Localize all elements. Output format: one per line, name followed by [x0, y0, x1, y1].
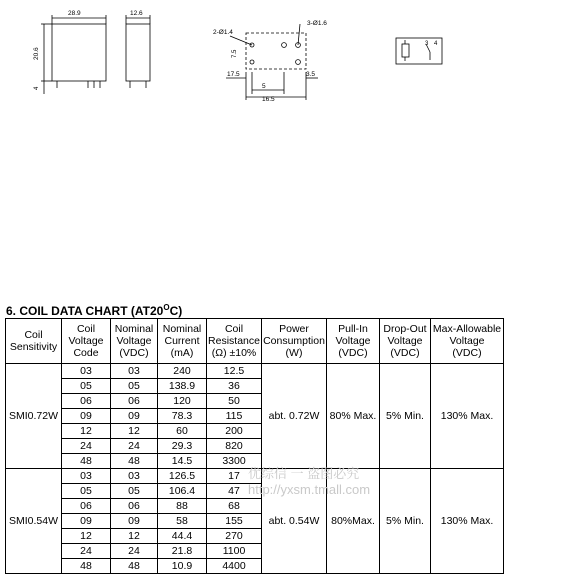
nominal-voltage-cell: 03 — [111, 469, 158, 484]
nominal-current-cell: 106.4 — [158, 484, 207, 499]
nominal-current-cell: 21.8 — [158, 544, 207, 559]
power-consumption-cell: abt. 0.54W — [262, 469, 327, 574]
column-header: Pull-In Voltage (VDC) — [327, 319, 380, 364]
pull-in-voltage-cell: 80% Max. — [327, 364, 380, 469]
coil-voltage-code-cell: 06 — [62, 499, 111, 514]
power-consumption-cell: abt. 0.72W — [262, 364, 327, 469]
nominal-current-cell: 44.4 — [158, 529, 207, 544]
column-header: Power Consumption (W) — [262, 319, 327, 364]
nominal-current-cell: 240 — [158, 364, 207, 379]
nominal-voltage-cell: 24 — [111, 439, 158, 454]
width-label: 28.9 — [68, 10, 81, 17]
dim-16-5-label: 16.5 — [262, 96, 275, 103]
coil-resistance-cell: 200 — [207, 424, 262, 439]
nominal-current-cell: 138.9 — [158, 379, 207, 394]
pin-4-label: 4 — [434, 41, 438, 47]
coil-voltage-code-cell: 05 — [62, 379, 111, 394]
pcb-layout — [226, 24, 318, 100]
front-view — [41, 15, 106, 94]
nominal-voltage-cell: 48 — [111, 559, 158, 574]
coil-voltage-code-cell: 24 — [62, 439, 111, 454]
nominal-current-cell: 58 — [158, 514, 207, 529]
coil-resistance-cell: 36 — [207, 379, 262, 394]
coil-sensitivity-cell: SMI0.54W — [6, 469, 62, 574]
column-header: Drop-Out Voltage (VDC) — [380, 319, 431, 364]
coil-resistance-cell: 68 — [207, 499, 262, 514]
nominal-voltage-cell: 24 — [111, 544, 158, 559]
coil-resistance-cell: 4400 — [207, 559, 262, 574]
column-header: Coil Sensitivity — [6, 319, 62, 364]
coil-voltage-code-cell: 03 — [62, 364, 111, 379]
watermark — [248, 466, 370, 498]
dim-5-label: 5 — [262, 83, 266, 90]
coil-voltage-code-cell: 12 — [62, 529, 111, 544]
coil-sensitivity-cell: SMI0.72W — [6, 364, 62, 469]
coil-voltage-code-cell: 48 — [62, 559, 111, 574]
nominal-current-cell: 29.3 — [158, 439, 207, 454]
nominal-current-cell: 60 — [158, 424, 207, 439]
nominal-current-cell: 88 — [158, 499, 207, 514]
column-header: Max-Allowable Voltage (VDC) — [431, 319, 504, 364]
coil-resistance-cell: 50 — [207, 394, 262, 409]
coil-voltage-code-cell: 48 — [62, 454, 111, 469]
column-header: Nominal Current (mA) — [158, 319, 207, 364]
relay-dimension-drawings — [0, 0, 588, 110]
drop-out-voltage-cell: 5% Min. — [380, 469, 431, 574]
coil-resistance-cell: 270 — [207, 529, 262, 544]
dim-7-5-label: 7.5 — [232, 49, 238, 58]
coil-voltage-code-cell: 12 — [62, 424, 111, 439]
watermark-line-2: http://yxsm.tmall.com — [248, 482, 371, 497]
nominal-current-cell: 126.5 — [158, 469, 207, 484]
coil-data-chart-title: 6. COIL DATA CHART $(AT20^OC)$ — [6, 303, 183, 318]
hole-a-label: 2-Ø1.4 — [213, 29, 233, 36]
coil-resistance-cell: 3300 — [207, 454, 262, 469]
coil-resistance-cell: 47 — [207, 484, 262, 499]
nominal-current-cell: 120 — [158, 394, 207, 409]
pin-length-label: 4 — [34, 86, 40, 90]
coil-voltage-code-cell: 03 — [62, 469, 111, 484]
side-view — [126, 15, 150, 88]
drop-out-voltage-cell: 5% Min. — [380, 364, 431, 469]
coil-resistance-cell: 155 — [207, 514, 262, 529]
max-allowable-voltage-cell: 130% Max. — [431, 364, 504, 469]
hole-b-label: 3-Ø1.6 — [307, 20, 327, 27]
nominal-current-cell: 10.9 — [158, 559, 207, 574]
dim-3-5-label: 3.5 — [306, 71, 316, 78]
height-label: 20.6 — [33, 47, 40, 60]
coil-resistance-cell: 1100 — [207, 544, 262, 559]
nominal-voltage-cell: 06 — [111, 499, 158, 514]
coil-voltage-code-cell: 06 — [62, 394, 111, 409]
coil-voltage-code-cell: 05 — [62, 484, 111, 499]
coil-voltage-code-cell: 24 — [62, 544, 111, 559]
column-header: Coil Resistance (Ω) ±10% — [207, 319, 262, 364]
coil-resistance-cell: 17 — [207, 469, 262, 484]
nominal-voltage-cell: 06 — [111, 394, 158, 409]
nominal-voltage-cell: 12 — [111, 424, 158, 439]
depth-label: 12.6 — [130, 10, 143, 17]
pull-in-voltage-cell: 80%Max. — [327, 469, 380, 574]
nominal-voltage-cell: 03 — [111, 364, 158, 379]
nominal-voltage-cell: 05 — [111, 484, 158, 499]
column-header: Nominal Voltage (VDC) — [111, 319, 158, 364]
column-header: Coil Voltage Code — [62, 319, 111, 364]
coil-resistance-cell: 12.5 — [207, 364, 262, 379]
coil-resistance-cell: 115 — [207, 409, 262, 424]
coil-voltage-code-cell: 09 — [62, 409, 111, 424]
watermark-line-1: 优综信 一 盗图必究 — [248, 466, 360, 481]
header-row — [6, 319, 504, 364]
coil-voltage-code-cell: 09 — [62, 514, 111, 529]
coil-data-table — [5, 318, 504, 574]
max-allowable-voltage-cell: 130% Max. — [431, 469, 504, 574]
nominal-current-cell: 78.3 — [158, 409, 207, 424]
coil-resistance-cell: 820 — [207, 439, 262, 454]
nominal-voltage-cell: 09 — [111, 409, 158, 424]
nominal-voltage-cell: 09 — [111, 514, 158, 529]
pin-3-label: 3 — [425, 41, 429, 47]
nominal-voltage-cell: 12 — [111, 529, 158, 544]
table-row — [6, 364, 504, 379]
nominal-current-cell: 14.5 — [158, 454, 207, 469]
dim-17-5-label: 17.5 — [227, 71, 240, 78]
nominal-voltage-cell: 48 — [111, 454, 158, 469]
nominal-voltage-cell: 05 — [111, 379, 158, 394]
